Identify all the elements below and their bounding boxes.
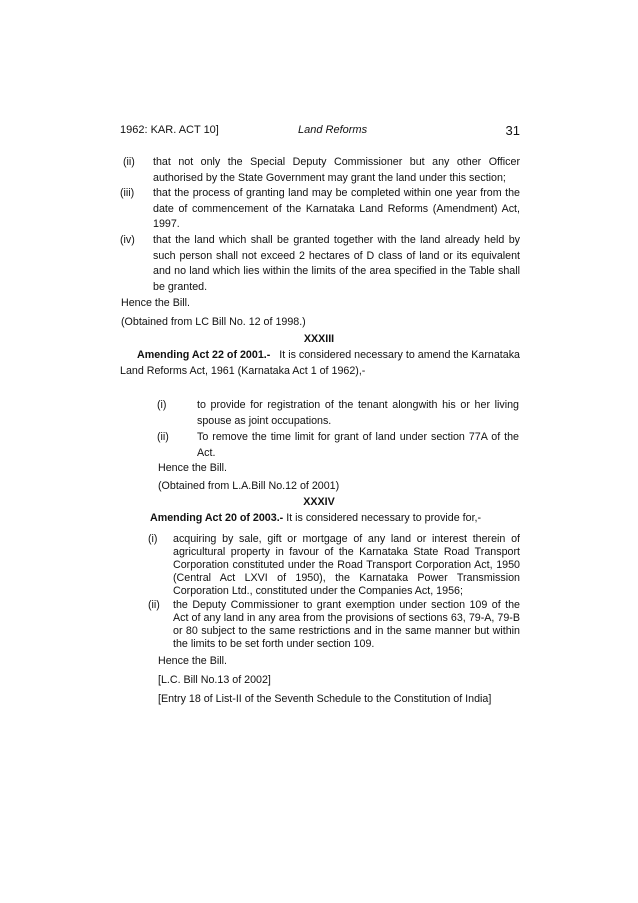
clause-number: (ii) — [148, 599, 160, 611]
clause-text: that the land which shall be granted together with the land already held by such person shall not exceed 2 hectares of D class of land or its equivalent and no land which lies within the limits of the area specified in the Table shall be granted. — [153, 234, 520, 293]
clause-text: acquiring by sale, gift or mortgage of any land or interest therein of agricultural property in favour of the Karnataka State Road Transport Corporation constituted under the Road Transport Corporation Act, 1950 (Central Act LXVI of 1950), the Karnataka Power Transmission Corporation Ltd., constituted under the Companies Act, 1956; — [173, 533, 520, 597]
clause-number: (i) — [157, 399, 167, 411]
clause-number: (iii) — [120, 187, 135, 199]
section-heading: XXXIII — [303, 333, 335, 345]
amending-act-text: It is considered necessary to amend the Karnataka Land Reforms Act, 1961 (Karnataka Act 1 of 1962),- — [120, 349, 520, 377]
page-number: 31 — [505, 123, 520, 138]
hence-the-bill: Hence the Bill. — [158, 462, 227, 474]
amending-act-intro — [120, 348, 520, 379]
clause-text: that not only the Special Deputy Commissioner but any other Officer authorised by the State Government may grant the land under this section; — [153, 156, 520, 184]
amending-act-title: Amending Act 22 of 2001.- — [137, 349, 271, 361]
bill-source: (Obtained from L.A.Bill No.12 of 2001) — [158, 480, 340, 492]
amending-act-text: It is considered necessary to provide for,- — [286, 512, 482, 524]
clause-text: to provide for registration of the tenant alongwith his or her living spouse as joint occupations. — [197, 399, 519, 427]
header-title: Land Reforms — [298, 124, 368, 136]
clause-number: (iv) — [120, 234, 135, 246]
amending-act-title: Amending Act 20 of 2003.- — [150, 512, 284, 524]
clause-number: (i) — [148, 533, 158, 545]
bill-source: (Obtained from LC Bill No. 12 of 1998.) — [121, 316, 306, 328]
section-heading: XXXIV — [303, 496, 335, 508]
clause-text: To remove the time limit for grant of land under section 77A of the Act. — [197, 431, 519, 459]
clause-text: the Deputy Commissioner to grant exemption under section 109 of the Act of any land in any area from the provisions of sections 63, 79-A, 79-B or 80 subject to the same restrictions and in the same manner but within the limits to be set forth under section 109. — [173, 599, 520, 650]
clause-number: (ii) — [157, 431, 169, 443]
hence-the-bill: Hence the Bill. — [158, 655, 227, 667]
hence-the-bill: Hence the Bill. — [121, 297, 190, 309]
header-act-reference: 1962: KAR. ACT 10] — [120, 124, 219, 136]
constitution-entry: [Entry 18 of List-II of the Seventh Schedule to the Constitution of India] — [158, 693, 492, 705]
page-header — [120, 124, 520, 140]
bill-source: [L.C. Bill No.13 of 2002] — [158, 674, 271, 686]
clause-text: that the process of granting land may be completed within one year from the date of commencement of the Karnataka Land Reforms (Amendment) Act, 1997. — [153, 187, 520, 230]
amending-act-intro — [150, 511, 481, 527]
clause-number: (ii) — [123, 156, 135, 168]
